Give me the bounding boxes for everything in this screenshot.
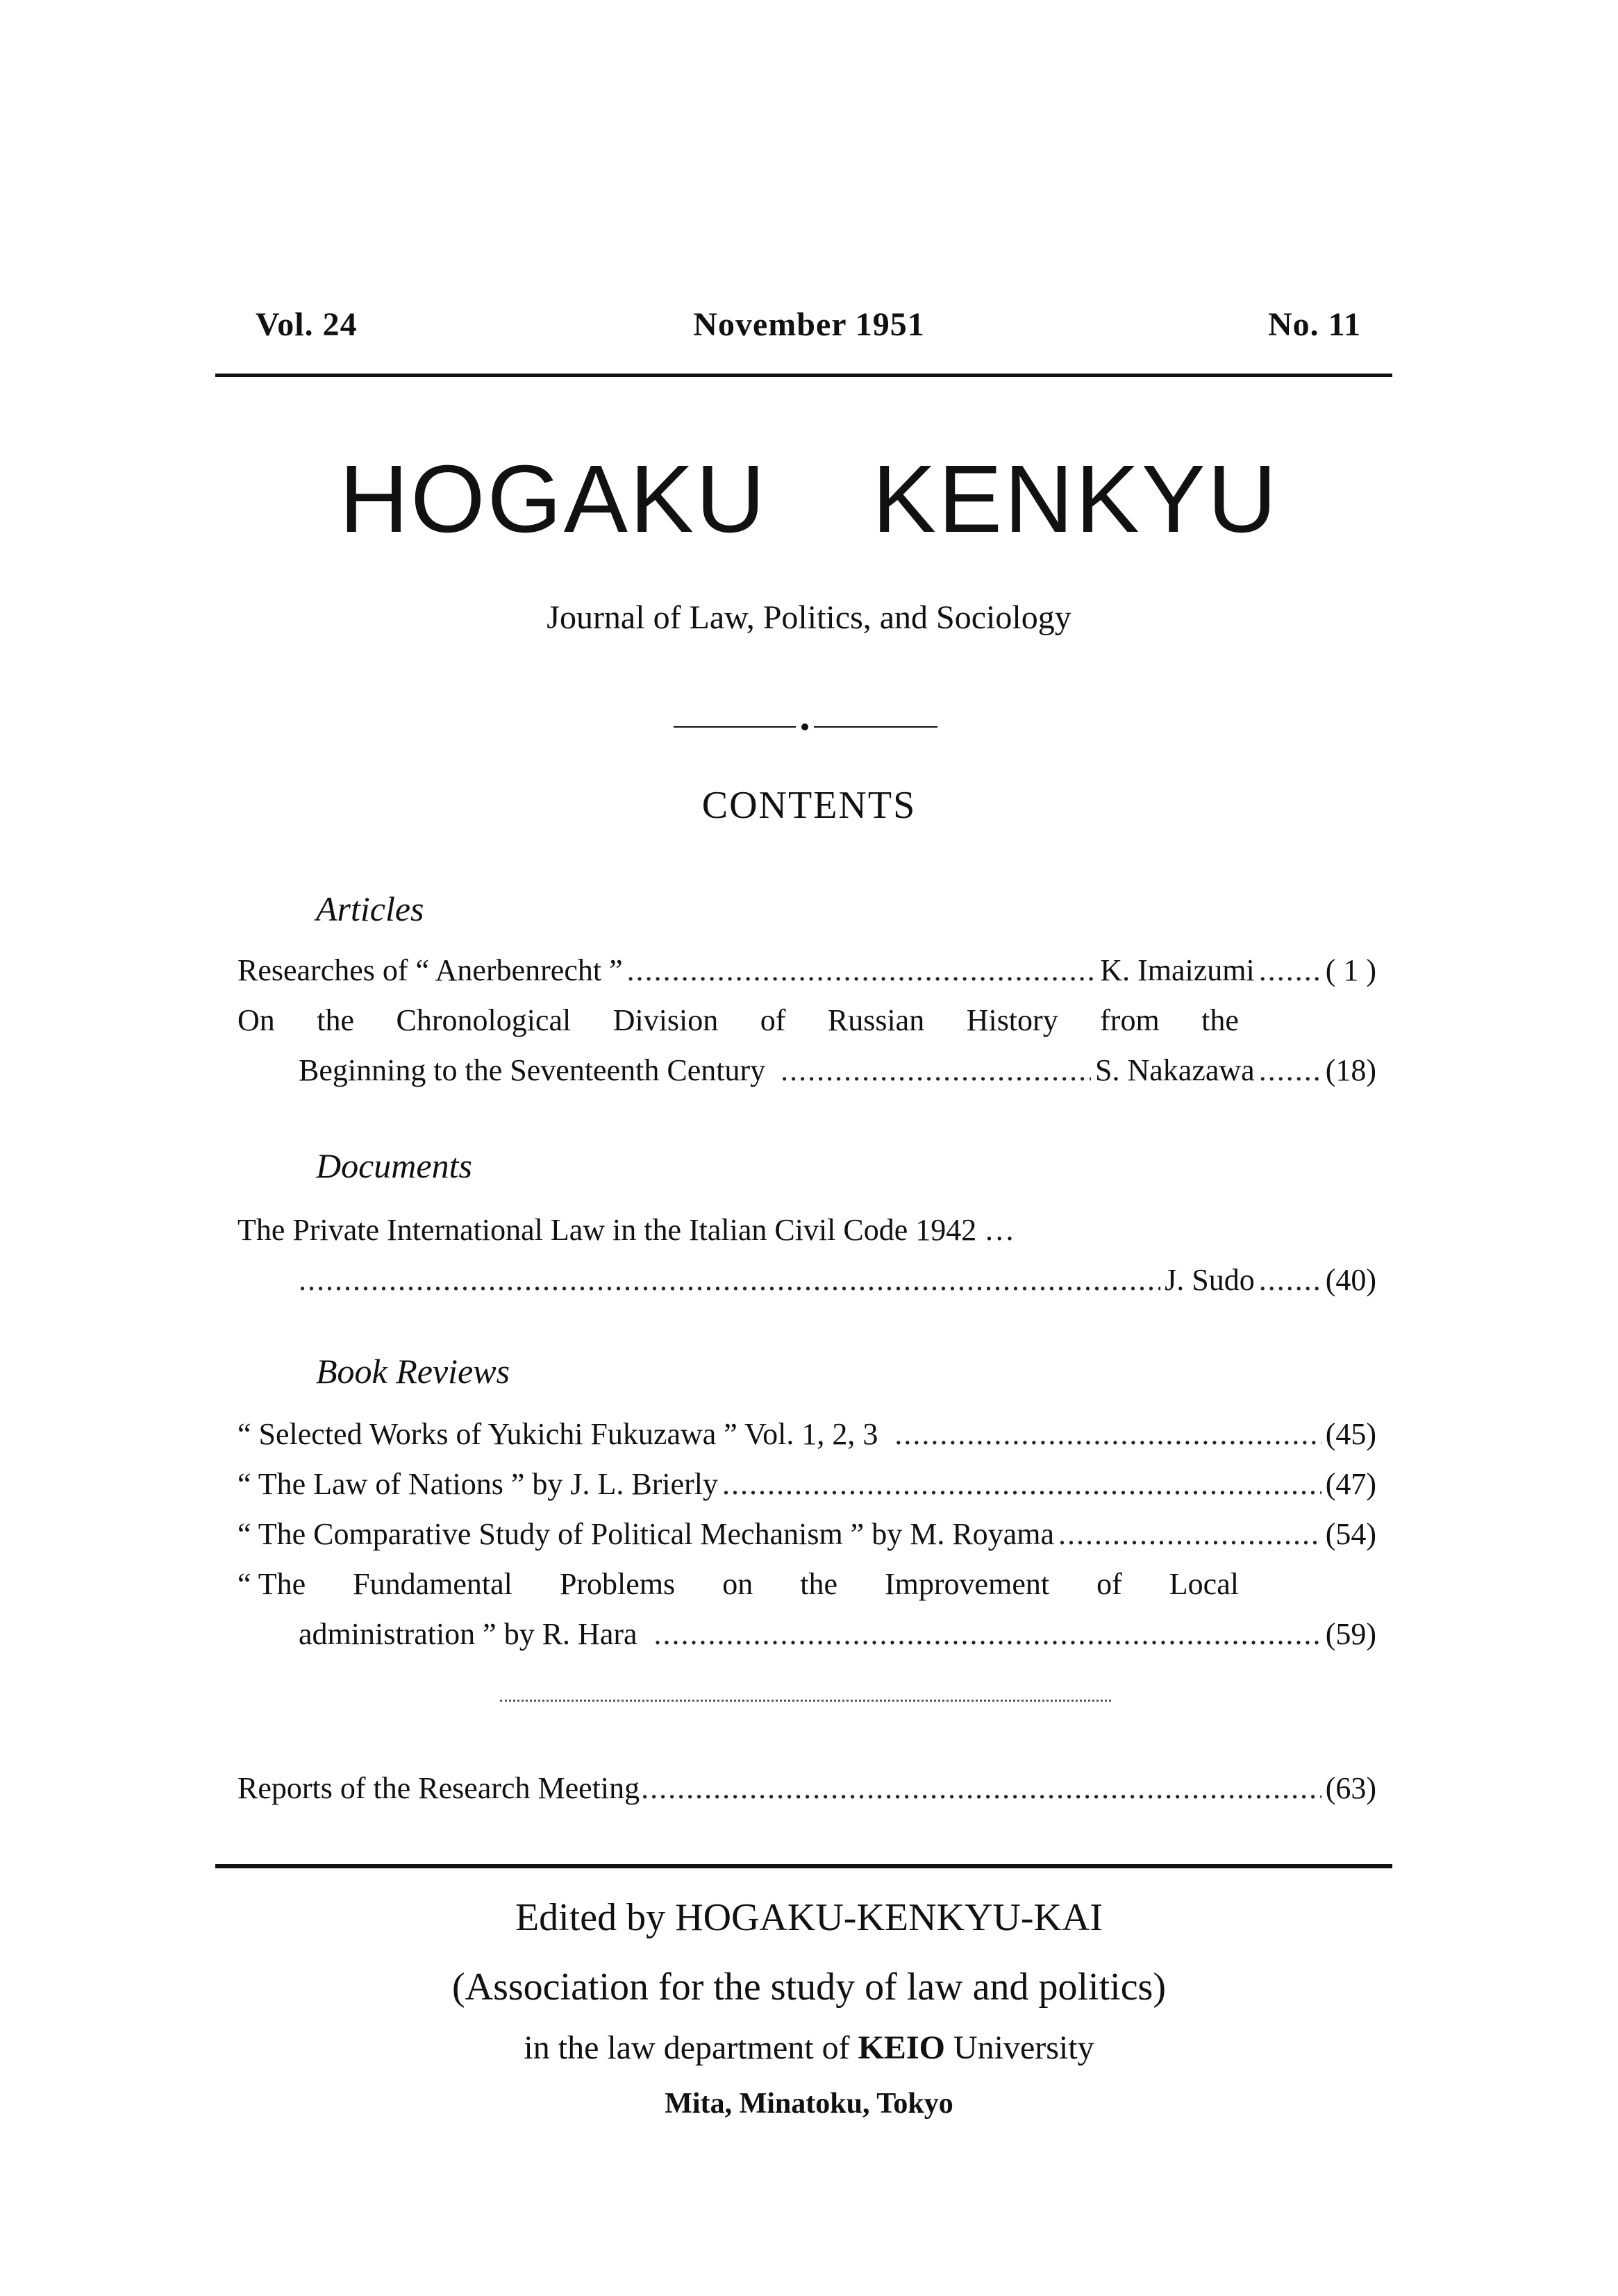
address-line: Mita, Minatoku, Tokyo [665,2088,953,2120]
university-name: KEIO [858,2029,945,2066]
association-line: (Association for the study of law and politics) [451,1966,1166,2009]
entry-page: (63) [1325,1771,1376,1805]
word: Problems [559,1567,676,1601]
dot-leader [1259,1262,1321,1298]
entry-page: (59) [1325,1617,1376,1651]
word: of [1096,1567,1122,1601]
section-heading-articles: Articles [316,889,424,928]
entry-title: Reports of the Research Meeting [237,1771,640,1805]
editor-name: HOGAKU-KENKYU-KAI [675,1896,1103,1939]
word: Improvement [885,1567,1050,1601]
word: the [1201,1003,1239,1037]
entry-title: “ Selected Works of Yukichi Fukuzawa ” Vol. 1, 2, 3 [237,1417,878,1451]
word: Fundamental [353,1567,512,1601]
word: History [966,1003,1058,1037]
department-prefix: in the law department of [524,2029,850,2066]
toc-entry [237,1466,1376,1502]
issue-number: No. 11 [1267,306,1361,343]
department-line [0,2029,1618,2067]
journal-title: HOGAKU KENKYU [339,446,1279,553]
word: Local [1169,1567,1239,1601]
entry-page: (47) [1325,1467,1376,1501]
dot-leader [894,1416,1321,1452]
entry-title: “ The Comparative Study of Political Mechanism ” by M. Royama [237,1517,1054,1551]
top-rule [215,374,1392,377]
dot-leader [627,953,1096,988]
word: the [317,1003,355,1037]
word: the [800,1567,837,1601]
toc-entry [237,1416,1376,1452]
issue-date: November 1951 [693,306,925,343]
edited-prefix: Edited by [515,1896,666,1939]
word: On [237,1003,275,1037]
entry-page: (45) [1325,1417,1376,1451]
entry-page: (54) [1325,1517,1376,1551]
entry-author: J. Sudo [1165,1263,1255,1297]
bottom-rule [215,1864,1392,1868]
dot-leader [722,1466,1321,1502]
entry-title: “ The Law of Nations ” by J. L. Brierly [237,1467,719,1501]
entry-title: Researches of “ Anerbenrecht ” [237,953,623,987]
entry-title: administration ” by R. Hara [299,1617,637,1651]
ornament-divider [674,723,937,730]
dot-leader [654,1616,1321,1652]
dot-leader [781,1053,1091,1088]
entry-page: ( 1 ) [1325,953,1376,987]
entry-page: (18) [1325,1053,1376,1087]
word: on [722,1567,753,1601]
dot-leader [1259,953,1321,988]
volume-label: Vol. 24 [256,306,358,343]
entry-author: S. Nakazawa [1095,1053,1255,1087]
word: Chronological [396,1003,572,1037]
toc-entry-line [237,1566,1239,1602]
contents-heading: CONTENTS [701,784,917,827]
dot-leader [299,1262,1160,1298]
dashed-separator [500,1700,1111,1704]
dot-leader [641,1770,1321,1806]
toc-entry-line [237,1003,1239,1038]
toc-entry [299,1616,1376,1652]
journal-subtitle: Journal of Law, Politics, and Sociology [547,599,1071,636]
section-heading-documents: Documents [316,1146,472,1185]
entry-page: (40) [1325,1263,1376,1297]
toc-entry [237,953,1376,988]
dot-leader [1058,1516,1321,1552]
toc-entry-line: The Private International Law in the Italian Civil Code 1942 … [237,1213,1015,1247]
entry-title: Beginning to the Seventeenth Century [299,1053,766,1087]
word: Division [612,1003,719,1037]
word: of [760,1003,786,1037]
entry-author: K. Imaizumi [1100,953,1255,987]
toc-entry [299,1053,1376,1088]
toc-entry [299,1262,1376,1298]
section-heading-book-reviews: Book Reviews [316,1352,510,1391]
word: Russian [827,1003,925,1037]
toc-entry [237,1516,1376,1552]
word: “ The [237,1567,306,1601]
toc-entry [237,1770,1376,1806]
word: from [1100,1003,1160,1037]
editor-line [0,1895,1618,1940]
university-suffix: University [953,2029,1094,2066]
dot-leader [1259,1053,1321,1088]
